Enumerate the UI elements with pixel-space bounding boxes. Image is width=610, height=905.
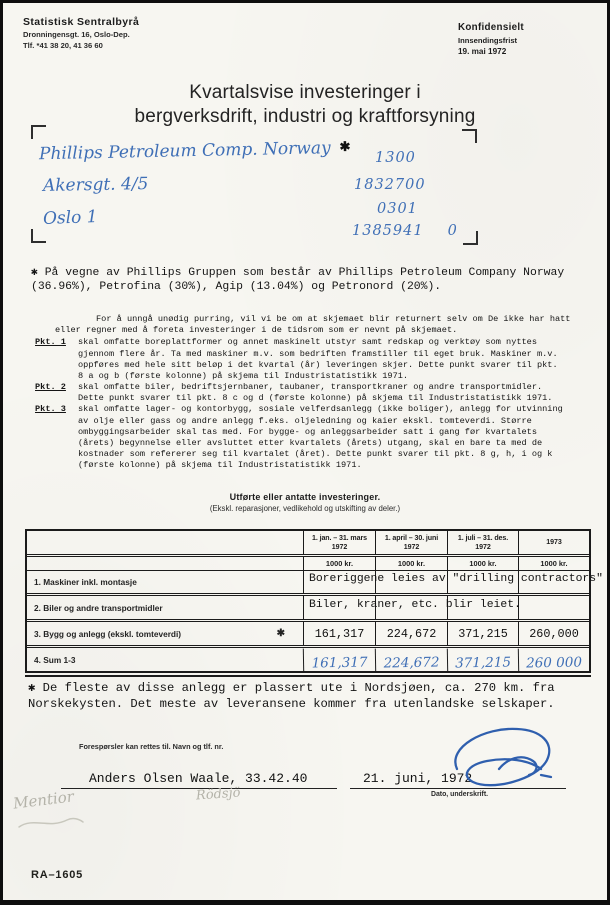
table-row-buildings bbox=[27, 622, 589, 648]
agency-header bbox=[23, 15, 139, 52]
unit-cell-2: 1000 kr. bbox=[375, 557, 447, 570]
code-4-main: 1385941 bbox=[352, 223, 424, 239]
row4-label: 4. Sum 1-3 bbox=[34, 654, 76, 665]
table-unit-row bbox=[27, 557, 589, 571]
row3-value-h2: 371,215 bbox=[447, 622, 518, 645]
unit-stub-cell bbox=[27, 557, 303, 570]
handwritten-code-2: 1832700 bbox=[354, 177, 426, 193]
handwritten-city: Oslo 1 bbox=[42, 207, 98, 229]
row2-label: 2. Biler og andre transportmidler bbox=[34, 602, 163, 613]
instruction-label-2: Pkt. 2 bbox=[35, 382, 66, 393]
table-row-sum bbox=[27, 648, 589, 671]
signature-scribble bbox=[441, 723, 559, 793]
handwritten-street: Akersgt. 4/5 bbox=[42, 174, 149, 196]
pencil-squiggle-mark bbox=[17, 813, 87, 833]
row4-value-q1: 161,317 bbox=[303, 647, 375, 671]
handwritten-company-name bbox=[39, 138, 351, 165]
form-id: RA–1605 bbox=[31, 869, 84, 881]
row3-value-1973: 260,000 bbox=[518, 622, 589, 645]
address-window-corner-top-right bbox=[462, 129, 477, 143]
unit-cell-3: 1000 kr. bbox=[447, 557, 518, 570]
header-col-q2 bbox=[375, 531, 447, 554]
reference-asterisk: ✱ bbox=[339, 138, 351, 154]
table-header-row bbox=[27, 531, 589, 557]
instructions-intro: For å unngå unødig purring, vil vi be om at skjemaet blir returnert selv om De ikke har hatt eller regner med å foreta investeringer i de tidsrom som er nevnt på skjemaet. bbox=[55, 314, 571, 336]
handwritten-code-3: 0301 bbox=[377, 201, 418, 217]
footnote-asterisk: ✱ bbox=[276, 628, 285, 639]
row3-label-text: 3. Bygg og anlegg (ekskl. tomteverdi) bbox=[34, 628, 182, 639]
confidential-header bbox=[458, 21, 524, 58]
row4-value-1973: 260 000 bbox=[518, 647, 589, 671]
handwritten-code-1: 1300 bbox=[375, 150, 416, 166]
signature-date-value: 21. juni, 1972 bbox=[363, 771, 473, 786]
header-q1-year: 1972 bbox=[331, 542, 348, 551]
agency-phone: Tlf. *41 38 20, 41 36 60 bbox=[23, 41, 103, 51]
header-col-h2 bbox=[447, 531, 518, 554]
row1-label: 1. Maskiner inkl. montasje bbox=[34, 577, 137, 587]
deadline-date: 19. mai 1972 bbox=[458, 47, 507, 57]
header-q1-period: 1. jan. – 31. mars bbox=[312, 533, 367, 542]
header-h2-period: 1. juli – 31. des. bbox=[457, 533, 509, 542]
company-name-text: Phillips Petroleum Comp. Norway bbox=[38, 138, 331, 165]
address-window-corner-bottom-right bbox=[463, 231, 478, 245]
header-stub-cell bbox=[27, 531, 303, 554]
header-q2-period: 1. april – 30. juni bbox=[384, 533, 439, 542]
unit-cell-4: 1000 kr. bbox=[518, 557, 589, 570]
row3-label bbox=[27, 622, 303, 645]
unit-cell-1: 1000 kr. bbox=[303, 557, 375, 570]
location-footnote: ✱ De fleste av disse anlegg er plassert ute i Nordsjøen, ca. 270 km. fra Norskekysten. Det meste av leveransene kommer fra utenlandske selskaper. bbox=[28, 681, 555, 712]
date-signature-label: Dato, underskrift. bbox=[431, 791, 489, 798]
pencil-annotation-left: Mentior bbox=[12, 787, 75, 813]
form-title-line2: bergverksdrift, industri og kraftforsyning bbox=[134, 106, 476, 128]
instruction-text-1: skal omfatte boreplattformer og annet maskinelt utstyr samt redskap og verktøy som nyttes gjennom flere år. Ta med maskiner m.v. som bedriften framstiller til eget bruk. Maskiner m.v. oppføres med hele sitt beløp i det kvartal (år) leveringen skjer. Dette punkt svarer til pkt. 8 a og b (første kolonne) på skjema til Industristatistikk 1971. bbox=[78, 337, 558, 381]
instructions-block bbox=[35, 314, 569, 471]
instruction-label-1: Pkt. 1 bbox=[35, 337, 66, 348]
instruction-item-2 bbox=[35, 382, 569, 404]
row4-value-h2: 371,215 bbox=[447, 647, 518, 671]
row3-value-q1: 161,317 bbox=[303, 622, 375, 645]
row4-value-q2: 224,672 bbox=[375, 647, 447, 671]
handwritten-code-4 bbox=[352, 223, 458, 239]
pencil-annotation-right: Rödsjö bbox=[195, 785, 241, 804]
instruction-text-2: skal omfatte biler, bedriftsjernbaner, taubaner, transportkraner og andre transportmidler. Dette punkt svarer til pkt. 8 c og d (første kolonne) på skjema til Industristatistikk 1971. bbox=[78, 382, 553, 404]
address-window-corner-bottom-left bbox=[31, 229, 46, 243]
header-1973-label: 1973 bbox=[546, 538, 562, 547]
instruction-item-1 bbox=[35, 337, 569, 382]
table-bottom-rule bbox=[25, 675, 591, 677]
table-subtitle: (Ekskl. reparasjoner, vedlikehold og utskifting av deler.) bbox=[209, 504, 401, 513]
header-col-q1 bbox=[303, 531, 375, 554]
code-4-suffix: 0 bbox=[447, 223, 458, 239]
instruction-label-3: Pkt. 3 bbox=[35, 404, 66, 415]
instruction-text-3: skal omfatte lager- og kontorbygg, sosiale velferdsanlegg (ikke boliger), anlegg for utvinning av olje eller gass og andre anlegg f.eks. oljeledning og kaier ekskl. tomteverdi. Større ombyggingsarbeider skal tas med. For bygge- og anleggsarbeider satt i gang før kvartalets (årets) begynnelse eller avsluttet etter kvartalets (årets) utgang, skal en bare ta med de kostnader som refererer seg til kvartalet (året). Dette punkt svarer til pkt. 8 g, h, i og k (første kolonne) på skjema til Industristatistikk 1971. bbox=[78, 404, 563, 471]
agency-address: Dronningensgt. 16, Oslo-Dep. bbox=[23, 30, 130, 40]
contact-label: Forespørsler kan rettes til. Navn og tlf. nr. bbox=[79, 742, 224, 751]
header-col-1973 bbox=[518, 531, 589, 554]
instruction-item-3 bbox=[35, 404, 569, 471]
row1-typed-entry: Boreriggene leies av "drilling contractors" bbox=[309, 573, 603, 585]
header-q2-year: 1972 bbox=[403, 542, 420, 551]
confidential-label: Konfidensielt bbox=[458, 22, 524, 33]
form-title bbox=[3, 81, 607, 130]
header-h2-year: 1972 bbox=[475, 542, 491, 551]
row2-typed-entry: Biler, kraner, etc. blir leiet. bbox=[309, 599, 521, 611]
investments-table bbox=[25, 529, 603, 673]
table-title: Utførte eller antatte investeringer. bbox=[229, 492, 381, 502]
address-window-corner-top-left bbox=[31, 125, 46, 139]
row3-value-q2: 224,672 bbox=[375, 622, 447, 645]
row2-cell-4 bbox=[518, 596, 589, 619]
deadline-label: Innsendingsfrist bbox=[458, 35, 518, 45]
agency-name: Statistisk Sentralbyrå bbox=[23, 16, 140, 28]
form-title-line1: Kvartalsvise investeringer i bbox=[189, 82, 421, 103]
group-ownership-note: ✱ På vegne av Phillips Gruppen som består av Phillips Petroleum Company Norway (36.96%), Petrofina (30%), Agip (13.04%) og Petronord (20%). bbox=[31, 267, 565, 294]
contact-name-value: Anders Olsen Waale, 33.42.40 bbox=[89, 771, 308, 786]
